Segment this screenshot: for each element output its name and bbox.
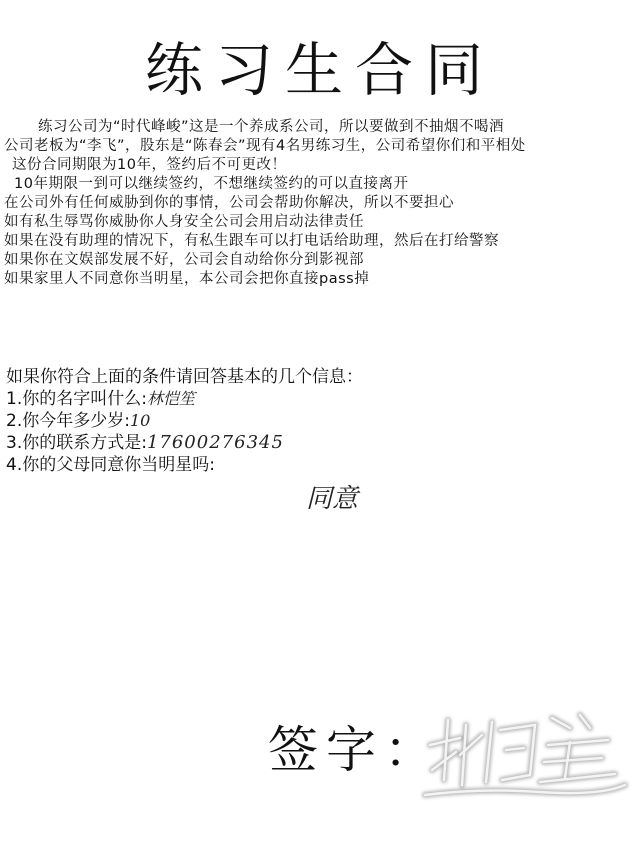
form-question-age [6, 410, 636, 432]
clause-line: 在公司外有任何威胁到你的事情，公司会帮助你解决，所以不要担心 [4, 195, 454, 211]
question-label: 2.你今年多少岁: [6, 411, 130, 431]
clause-line: 10年期限一到可以继续签约，不想继续签约的可以直接离开 [14, 176, 409, 192]
signature-label: 签字： [268, 721, 442, 779]
clause-line: 公司老板为“李飞”，股东是“陈春会”现有4名男练习生，公司希望你们和平相处 [4, 138, 526, 154]
clause-line: 如果你在文娱部发展不好，公司会自动给你分到影视部 [4, 252, 364, 268]
form-intro: 如果你符合上面的条件请回答基本的几个信息： [6, 367, 363, 387]
info-form [6, 366, 636, 514]
answer-contact: 17600276345 [146, 432, 284, 453]
clause-line: 如果在没有助理的情况下，有私生跟车可以打电话给助理，然后在打给警察 [4, 233, 499, 249]
clause-line: 如有私生辱骂你威胁你人身安全公司会用启动法律责任 [4, 214, 364, 230]
contract-clauses [4, 118, 640, 289]
answer-name: 林恺笙 [146, 389, 195, 408]
question-label: 1.你的名字叫什么: [6, 389, 147, 409]
handwritten-signature-icon [420, 700, 630, 805]
form-question-consent [6, 454, 636, 476]
clause-line: 如果家里人不同意你当明星，本公司会把你直接pass掉 [4, 271, 370, 287]
form-question-contact [6, 432, 636, 454]
signature-image [420, 700, 630, 809]
clause-line: 练习公司为“时代峰峻”这是一个养成系公司，所以要做到不抽烟不喝酒 [38, 119, 505, 135]
question-label: 4.你的父母同意你当明星吗: [6, 455, 215, 475]
answer-age: 10 [129, 411, 151, 430]
clause-line: 这份合同期限为10年，签约后不可更改！ [12, 157, 287, 173]
form-question-name [6, 388, 636, 410]
answer-consent: 同意 [306, 484, 359, 514]
question-label: 3.你的联系方式是: [6, 433, 147, 453]
contract-title: 练习生合同 [144, 36, 495, 104]
